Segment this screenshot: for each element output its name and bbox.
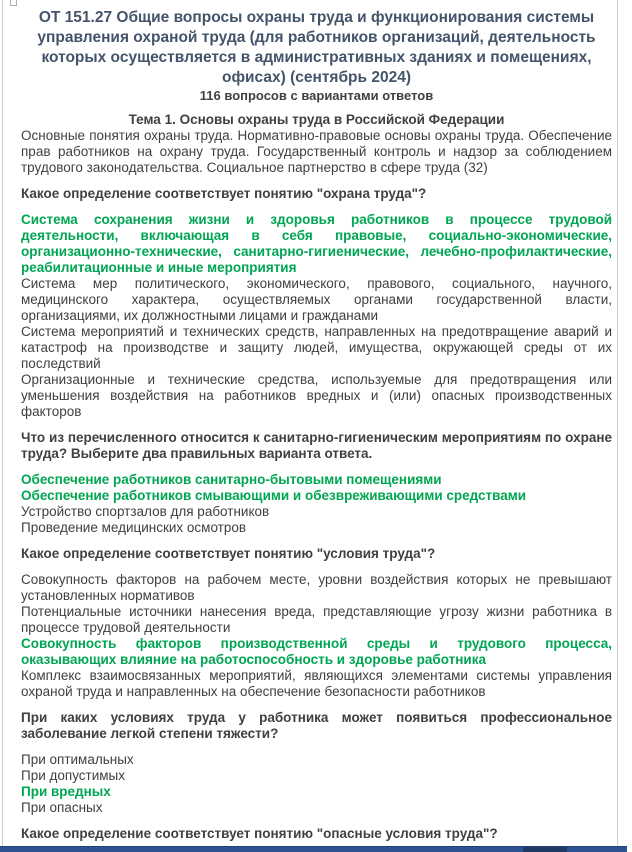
page-right-border: [617, 0, 618, 852]
answer-correct: Система сохранения жизни и здоровья работников в процессе трудовой деятельности, включающая в себя правовые, социально-экономические, организационно-технические, санитарно-гигиенические, лечебно-профилактические, реабилитационные и иные мероприятия: [21, 212, 612, 275]
answer: Система мероприятий и технических средств, направленных на предотвращение аварий и катастроф на производстве и защиту людей, имущества, окружающей среды от их последствий: [21, 324, 612, 371]
answer: Потенциальные источники нанесения вреда, представляющие угрозу жизни работника в процессе трудовой деятельности: [21, 604, 612, 635]
question-1: Какое определение соответствует понятию "охрана труда"?: [21, 186, 427, 201]
document-subtitle: 116 вопросов с вариантами ответов: [199, 88, 434, 103]
answer-correct: Обеспечение работников смывающими и обезвреживающими средствами: [21, 488, 527, 503]
question-5: Какое определение соответствует понятию "опасные условия труда"?: [21, 826, 498, 841]
answer: Организационные и технические средства, используемые для предотвращения или уменьшения воздействия на работников вредных и (или) опасных производственных факторов: [21, 372, 612, 419]
question-2: Что из перечисленного относится к санитарно-гигиеническим мероприятиям по охране труда? Выберите два правильных варианта ответа.: [21, 430, 612, 461]
document-title: ОТ 151.27 Общие вопросы охраны труда и функционирования системы управления охраной труда (для работников организаций, деятельность которых осуществляется в административных зданиях и помещениях, офисах) (сентябрь 2024): [37, 9, 596, 86]
answer: При допустимых: [21, 768, 126, 783]
answer-correct: Совокупность факторов производственной среды и трудового процесса, оказывающих влияние на работоспособность и здоровье работника: [21, 636, 612, 667]
answer: Проведение медицинских осмотров: [21, 520, 247, 535]
horizontal-scrollbar-thumb[interactable]: [523, 847, 567, 852]
answers-question-2: [21, 472, 612, 536]
answer: Комплекс взаимосвязанных мероприятий, являющихся элементами системы управления охраной труда и направленных на обеспечение безопасности работников: [21, 668, 612, 699]
horizontal-scrollbar[interactable]: [0, 846, 627, 852]
answers-question-3: [21, 572, 612, 700]
answer-correct: Обеспечение работников санитарно-бытовыми помещениями: [21, 472, 442, 487]
answers-question-4: [21, 752, 612, 816]
answer-correct: При вредных: [21, 784, 111, 799]
page-left-border: [2, 0, 3, 852]
answer: Система мер политического, экономического, правового, социального, научного, медицинского характера, осуществляемых органами государственной власти, организациями, их должностными лицами и гражданами: [21, 276, 612, 323]
answer: При опасных: [21, 800, 103, 815]
question-3: Какое определение соответствует понятию "условия труда"?: [21, 546, 436, 561]
document-content: [21, 8, 612, 852]
answer: Совокупность факторов на рабочем месте, уровни воздействия которых не превышают установленных нормативов: [21, 572, 612, 603]
answer: При оптимальных: [21, 752, 134, 767]
answer: Устройство спортзалов для работников: [21, 504, 270, 519]
question-4: При каких условиях труда у работника может появиться профессиональное заболевание легкой степени тяжести?: [21, 710, 612, 741]
theme-heading: Тема 1. Основы охраны труда в Российской Федерации: [128, 112, 505, 127]
answers-question-1: [21, 212, 612, 420]
theme-intro: Основные понятия охраны труда. Нормативно-правовые основы охраны труда. Обеспечение прав работников на охрану труда. Государственный контроль и надзор за соблюдением трудового законодательства. Социальное партнерство в сфере труда (32): [21, 128, 612, 175]
anchor-checkbox-icon: [10, 0, 17, 6]
